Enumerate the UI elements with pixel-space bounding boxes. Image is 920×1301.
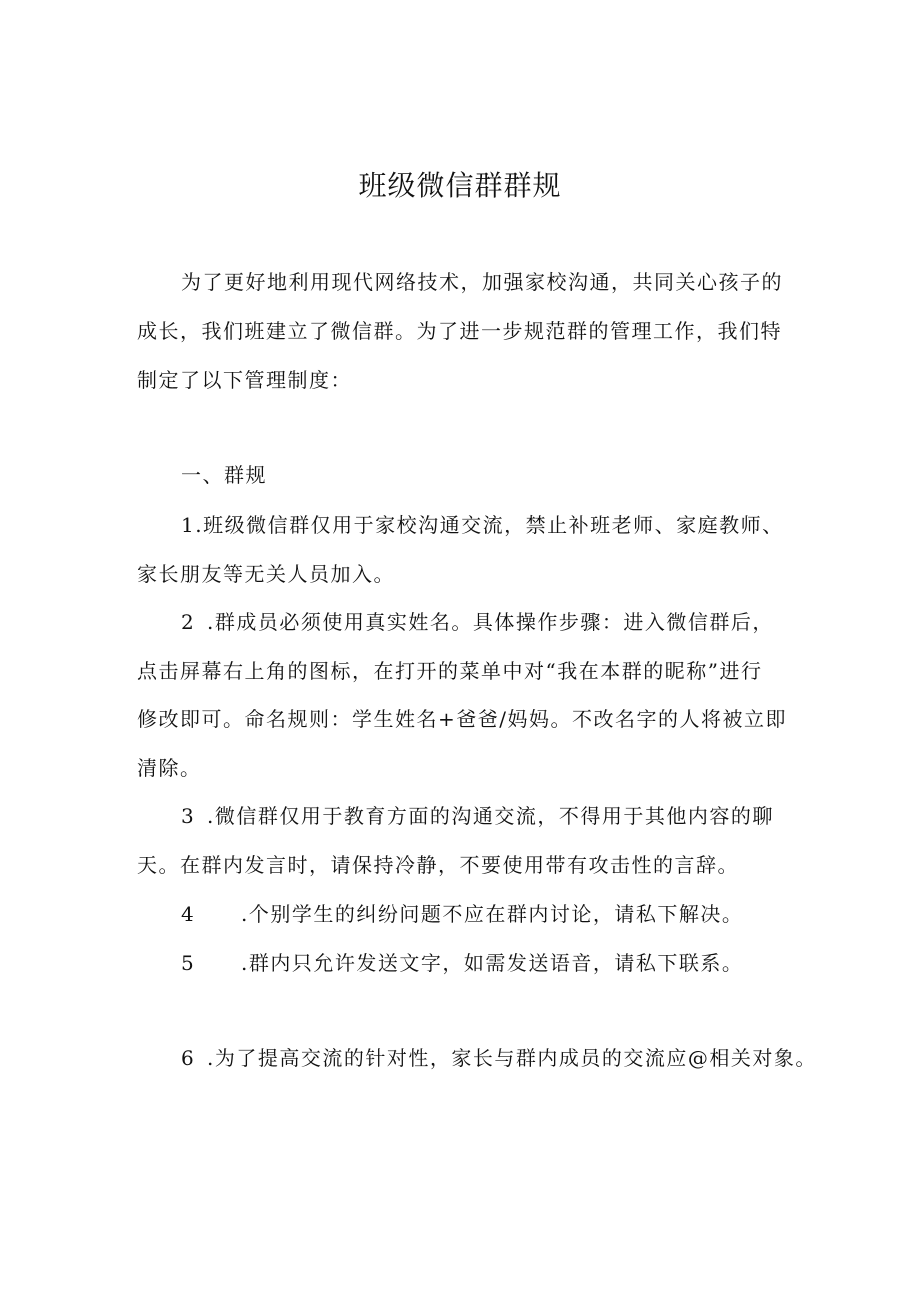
rule-2-line-2: 点击屏幕右上角的图标，在打开的菜单中对“我在本群的昵称”进行 bbox=[137, 659, 763, 683]
rule-4-number: 4 bbox=[181, 902, 196, 926]
rule-3-number: 3 bbox=[181, 804, 196, 828]
intro-line-2: 成长，我们班建立了微信群。为了进一步规范群的管理工作，我们特 bbox=[137, 319, 782, 343]
rule-5-line-1 bbox=[181, 948, 743, 978]
rule-2-line-4: 清除。 bbox=[137, 756, 202, 780]
rule-1-line-2: 家长朋友等无关人员加入。 bbox=[137, 562, 395, 586]
document-title: 班级微信群群规 bbox=[358, 169, 562, 202]
rule-2-number: 2 bbox=[181, 610, 196, 634]
rule-2-line-1 bbox=[181, 607, 774, 637]
rule-4-text: .个别学生的纠纷问题不应在群内讨论，请私下解决。 bbox=[241, 902, 744, 926]
intro-line-1: 为了更好地利用现代网络技术，加强家校沟通，共同关心孩子的 bbox=[181, 270, 783, 294]
rule-2-line-3: 修改即可。命名规则：学生姓名+爸爸/妈妈。不改名字的人将被立即 bbox=[137, 707, 787, 731]
rule-6-number: 6 bbox=[181, 1046, 196, 1070]
rule-6-line-1 bbox=[181, 1043, 817, 1073]
rule-5-text: .群内只允许发送文字，如需发送语音，请私下联系。 bbox=[241, 951, 744, 975]
rule-3-line-1 bbox=[181, 801, 774, 831]
rule-3-text: .微信群仅用于教育方面的沟通交流，不得用于其他内容的聊 bbox=[207, 804, 774, 828]
rule-6-text: .为了提高交流的针对性，家长与群内成员的交流应@相关对象。 bbox=[207, 1046, 817, 1070]
rule-4-line-1 bbox=[181, 899, 743, 929]
rule-3-line-2: 天。在群内发言时，请保持冷静，不要使用带有攻击性的言辞。 bbox=[137, 853, 739, 877]
rule-2-text: .群成员必须使用真实姓名。具体操作步骤：进入微信群后， bbox=[207, 610, 774, 634]
rule-1-line-1: 1.班级微信群仅用于家校沟通交流，禁止补班老师、家庭教师、 bbox=[181, 513, 784, 537]
section-heading: 一、群规 bbox=[181, 463, 267, 487]
intro-line-3: 制定了以下管理制度： bbox=[137, 368, 352, 392]
rule-5-number: 5 bbox=[181, 951, 196, 975]
